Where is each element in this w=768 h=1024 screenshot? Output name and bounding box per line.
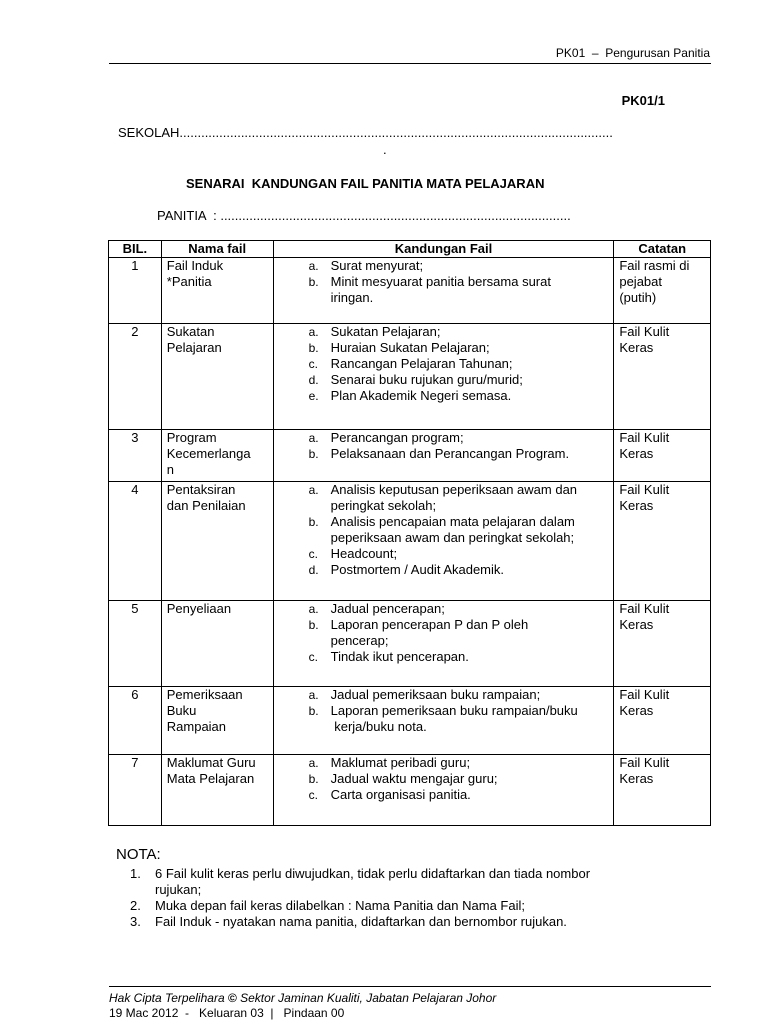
row-number: 2 [109, 324, 162, 430]
contents-list [279, 482, 609, 578]
contents-item [309, 482, 609, 514]
contents-list [279, 755, 609, 803]
item-text-line: Sukatan Pelajaran; [330, 324, 441, 339]
file-name-cell [161, 430, 273, 482]
file-name-line: *Panitia [166, 274, 212, 289]
contents-item [309, 787, 609, 803]
item-text-line: kerja/buku nota. [330, 719, 427, 734]
file-name-line: dan Penilaian [166, 498, 246, 513]
nota-marker: 1. [130, 866, 141, 881]
file-name-cell [161, 258, 273, 324]
item-marker: c. [308, 547, 318, 561]
catatan-line: Keras [619, 340, 654, 355]
item-marker: a. [308, 602, 319, 616]
item-marker: b. [308, 515, 319, 529]
item-text-line: Jadual waktu mengajar guru; [330, 771, 498, 786]
document-code: PK01/1 [621, 93, 665, 108]
nota-marker: 3. [130, 914, 141, 929]
item-text-line: Analisis keputusan peperiksaan awam dan [330, 482, 578, 497]
catatan-line: Fail Kulit [619, 601, 670, 616]
nota-label: NOTA: [116, 846, 161, 863]
catatan-line: Keras [619, 771, 654, 786]
table-body [109, 258, 711, 826]
nota-text-line: 6 Fail kulit keras perlu diwujudkan, tidak perlu didaftarkan dan tiada nombor [155, 866, 591, 881]
item-marker: b. [308, 341, 319, 355]
contents-item [309, 340, 609, 356]
table-row [109, 755, 711, 826]
contents-list [279, 258, 609, 306]
contents-item [309, 546, 609, 562]
contents-list [279, 687, 609, 735]
contents-list [279, 601, 609, 665]
file-name-line: n [166, 462, 174, 477]
nota-item [130, 866, 670, 898]
file-name-line: Pelajaran [166, 340, 222, 355]
file-name-line: Rampaian [166, 719, 227, 734]
item-text-line: peperiksaan awam dan peringkat sekolah; [330, 530, 575, 545]
file-name-line: Program [166, 430, 217, 445]
catatan-cell [614, 430, 711, 482]
catatan-cell [614, 482, 711, 601]
item-marker: d. [308, 563, 319, 577]
item-marker: a. [308, 325, 319, 339]
file-contents-cell [273, 601, 614, 687]
item-marker: a. [308, 259, 319, 273]
table-header-row [109, 241, 711, 258]
nota-text-line: Muka depan fail keras dilabelkan : Nama Panitia dan Nama Fail; [155, 898, 525, 913]
item-marker: a. [308, 688, 319, 702]
file-contents-cell [273, 430, 614, 482]
header-kandungan-fail: Kandungan Fail [273, 241, 614, 258]
panitia-field: PANITIA : ................................................................................................. [157, 208, 571, 223]
nota-text-line: Fail Induk - nyatakan nama panitia, didaftarkan dan bernombor rujukan. [155, 914, 567, 929]
catatan-line: (putih) [619, 290, 657, 305]
table-row [109, 324, 711, 430]
file-contents-table [108, 240, 711, 826]
item-text-line: Surat menyurat; [330, 258, 424, 273]
item-text-line: Postmortem / Audit Akademik. [330, 562, 505, 577]
file-name-line: Pemeriksaan [166, 687, 243, 702]
edition-line: 19 Mac 2012 - Keluaran 03 | Pindaan 00 [109, 1006, 345, 1020]
file-name-line: Kecemerlanga [166, 446, 251, 461]
item-text-line: Jadual pencerapan; [330, 601, 445, 616]
item-text-line: Carta organisasi panitia. [330, 787, 471, 802]
item-marker: a. [308, 431, 319, 445]
header-nama-fail: Nama fail [161, 241, 273, 258]
catatan-line: pejabat [619, 274, 662, 289]
contents-item [309, 372, 609, 388]
item-text-line: Jadual pemeriksaan buku rampaian; [330, 687, 541, 702]
file-name-line: Buku [166, 703, 197, 718]
item-marker: a. [308, 756, 319, 770]
item-text-line: Perancangan program; [330, 430, 464, 445]
catatan-line: Fail rasmi di [619, 258, 690, 273]
item-text-line: Analisis pencapaian mata pelajaran dalam [330, 514, 575, 529]
item-marker: b. [308, 618, 319, 632]
row-number: 4 [109, 482, 162, 601]
file-contents-cell [273, 324, 614, 430]
item-text-line: peringkat sekolah; [330, 498, 437, 513]
file-name-line: Mata Pelajaran [166, 771, 255, 786]
item-marker: c. [308, 788, 318, 802]
catatan-line: Fail Kulit [619, 482, 670, 497]
contents-item [309, 703, 609, 735]
item-marker: b. [308, 704, 319, 718]
file-name-cell [161, 324, 273, 430]
header-catatan: Catatan [614, 241, 711, 258]
catatan-line: Keras [619, 617, 654, 632]
nota-item [130, 898, 670, 914]
item-text-line: Pelaksanaan dan Perancangan Program. [330, 446, 570, 461]
item-text-line: Laporan pemeriksaan buku rampaian/buku [330, 703, 578, 718]
contents-item [309, 324, 609, 340]
contents-item [309, 601, 609, 617]
catatan-cell [614, 324, 711, 430]
row-number: 7 [109, 755, 162, 826]
catatan-line: Fail Kulit [619, 430, 670, 445]
contents-item [309, 388, 609, 404]
file-contents-cell [273, 482, 614, 601]
table-row [109, 687, 711, 755]
contents-item [309, 649, 609, 665]
table-row [109, 258, 711, 324]
item-marker: e. [308, 389, 319, 403]
catatan-cell [614, 601, 711, 687]
item-text-line: Huraian Sukatan Pelajaran; [330, 340, 490, 355]
sekolah-field: SEKOLAH........................................................................................................................ [118, 125, 613, 140]
row-number: 6 [109, 687, 162, 755]
table-row [109, 601, 711, 687]
file-name-line: Pentaksiran [166, 482, 236, 497]
file-name-cell [161, 687, 273, 755]
item-text-line: iringan. [330, 290, 374, 305]
catatan-cell [614, 258, 711, 324]
item-marker: d. [308, 373, 319, 387]
item-text-line: Plan Akademik Negeri semasa. [330, 388, 512, 403]
catatan-line: Fail Kulit [619, 755, 670, 770]
catatan-line: Keras [619, 498, 654, 513]
file-contents-cell [273, 687, 614, 755]
table-row [109, 430, 711, 482]
file-name-cell [161, 601, 273, 687]
nota-text-line: rujukan; [155, 882, 202, 897]
item-text-line: Tindak ikut pencerapan. [330, 649, 469, 664]
contents-item [309, 755, 609, 771]
item-text-line: Maklumat peribadi guru; [330, 755, 471, 770]
file-name-cell [161, 755, 273, 826]
document-title: SENARAI KANDUNGAN FAIL PANITIA MATA PELAJARAN [186, 176, 545, 191]
item-marker: c. [308, 650, 318, 664]
running-header: PK01 – Pengurusan Panitia [555, 46, 710, 60]
stray-dot: . [383, 142, 387, 157]
copyright-rest: Sektor Jaminan Kualiti, Jabatan Pelajaran Johor [236, 991, 497, 1005]
item-marker: c. [308, 357, 318, 371]
row-number: 1 [109, 258, 162, 324]
catatan-line: Keras [619, 446, 654, 461]
row-number: 5 [109, 601, 162, 687]
file-name-line: Sukatan [166, 324, 215, 339]
contents-item [309, 356, 609, 372]
header-divider [109, 63, 711, 64]
nota-item [130, 914, 670, 930]
copyright-symbol: © [227, 991, 237, 1005]
footer-divider [109, 986, 711, 987]
contents-list [279, 324, 609, 404]
contents-item [309, 446, 609, 462]
file-name-line: Maklumat Guru [166, 755, 256, 770]
contents-item [309, 274, 609, 306]
file-name-cell [161, 482, 273, 601]
item-text-line: Rancangan Pelajaran Tahunan; [330, 356, 513, 371]
copyright-line [109, 991, 496, 1005]
item-marker: b. [308, 772, 319, 786]
nota-list [130, 866, 670, 930]
contents-item [309, 687, 609, 703]
item-marker: a. [308, 483, 319, 497]
nota-marker: 2. [130, 898, 141, 913]
file-contents-cell [273, 755, 614, 826]
table-row [109, 482, 711, 601]
catatan-line: Fail Kulit [619, 687, 670, 702]
item-text-line: pencerap; [330, 633, 389, 648]
contents-item [309, 617, 609, 649]
contents-item [309, 562, 609, 578]
item-text-line: Senarai buku rujukan guru/murid; [330, 372, 523, 387]
copyright-prefix: Hak Cipta Terpelihara [109, 991, 228, 1005]
item-marker: b. [308, 275, 319, 289]
contents-list [279, 430, 609, 462]
file-contents-cell [273, 258, 614, 324]
item-text-line: Laporan pencerapan P dan P oleh [330, 617, 529, 632]
contents-item [309, 514, 609, 546]
item-marker: b. [308, 447, 319, 461]
contents-item [309, 258, 609, 274]
row-number: 3 [109, 430, 162, 482]
catatan-cell [614, 687, 711, 755]
file-name-line: Penyeliaan [166, 601, 232, 616]
catatan-line: Fail Kulit [619, 324, 670, 339]
catatan-line: Keras [619, 703, 654, 718]
contents-item [309, 430, 609, 446]
item-text-line: Minit mesyuarat panitia bersama surat [330, 274, 551, 289]
file-name-line: Fail Induk [166, 258, 224, 273]
catatan-cell [614, 755, 711, 826]
header-bil: BIL. [109, 241, 162, 258]
contents-item [309, 771, 609, 787]
item-text-line: Headcount; [330, 546, 398, 561]
